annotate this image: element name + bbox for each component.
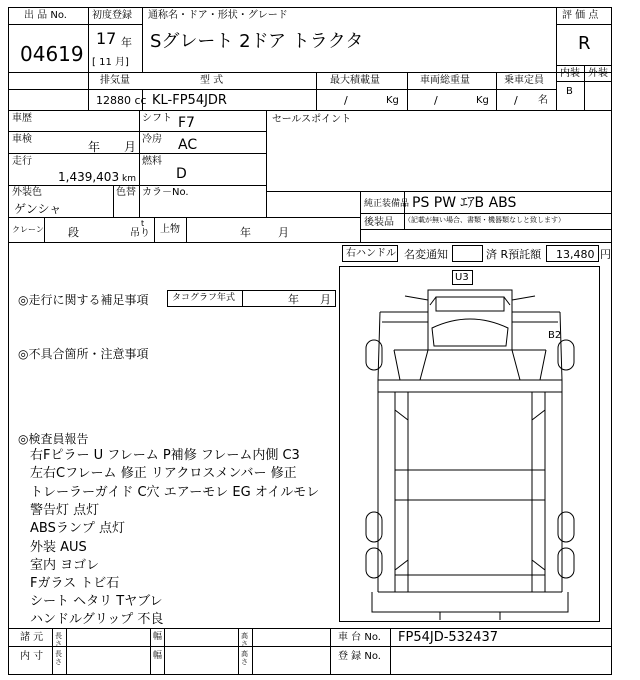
crane-hook: 吊り bbox=[130, 228, 150, 239]
remark-line: トレーラーガイド C穴 エアーモレ EG オイルモレ bbox=[30, 485, 320, 500]
crane-label: クレーン bbox=[12, 225, 44, 234]
color-change-label: 色替 bbox=[116, 187, 136, 198]
remark-line: 左右Cフレーム 修正 リアクロスメンバー 修正 bbox=[30, 466, 297, 481]
deposit-label: 済 R預託額 bbox=[486, 248, 542, 261]
history-label: 車歴 bbox=[12, 113, 32, 124]
first-reg-year-unit: 年 bbox=[121, 36, 132, 49]
exterior-color-label: 外装色 bbox=[12, 187, 42, 198]
max-load-value: / bbox=[344, 94, 348, 107]
sales-point-label: セールスポイント bbox=[272, 114, 352, 125]
capacity-label: 乗車定員 bbox=[504, 75, 544, 86]
remark-line: シート ヘタリ Tヤブレ bbox=[30, 594, 163, 609]
tachograph-month: 月 bbox=[320, 293, 331, 306]
fuel-label: 燃料 bbox=[142, 156, 162, 167]
grade-value: R bbox=[578, 33, 591, 54]
aftermarket-label: 後装品 bbox=[364, 217, 394, 228]
mileage-unit: km bbox=[122, 174, 136, 184]
steering-flag: 右ハンドル bbox=[346, 248, 396, 259]
truck-diagram bbox=[340, 267, 600, 622]
defects-label: ◎不具合箇所・注意事項 bbox=[18, 347, 149, 361]
max-load-label: 最大積載量 bbox=[330, 75, 380, 86]
equipment-value: PS PW ｴｱB ABS bbox=[412, 195, 517, 211]
gross-weight-value: / bbox=[434, 94, 438, 107]
remark-line: ハンドルグリップ 不良 bbox=[30, 612, 164, 627]
inspection-label: 車検 bbox=[12, 134, 32, 145]
exterior-color-value: ゲンシャ bbox=[14, 202, 62, 216]
name-change-flag: 名変通知 bbox=[404, 248, 448, 261]
interior-length-label: 長さ bbox=[55, 650, 62, 666]
interior-width-label: 幅 bbox=[153, 651, 163, 661]
capacity-unit: 名 bbox=[538, 95, 548, 106]
lot-number: 04619 bbox=[20, 42, 84, 66]
model-value: KL-FP54JDR bbox=[152, 93, 227, 108]
lot-label: 出 品 No. bbox=[24, 10, 67, 21]
first-reg-label: 初度登録 bbox=[92, 10, 132, 21]
top-month: 月 bbox=[278, 226, 289, 239]
crane-ton-unit: t bbox=[141, 219, 145, 228]
shift-value: F7 bbox=[178, 115, 195, 131]
remark-line: Fガラス トビ石 bbox=[30, 576, 120, 591]
interior-grade: B bbox=[566, 86, 573, 97]
inspection-year: 年 bbox=[88, 140, 101, 154]
capacity-value: / bbox=[514, 94, 518, 107]
crane-stage: 段 bbox=[68, 226, 79, 239]
fuel-value: D bbox=[176, 166, 187, 182]
exterior-label: 外装 bbox=[588, 68, 608, 79]
tachograph-label: タコグラフ年式 bbox=[172, 293, 236, 303]
gross-weight-unit: Kg bbox=[476, 95, 489, 106]
interior-dims-label: 内 寸 bbox=[20, 651, 44, 662]
remark-line: 警告灯 点灯 bbox=[30, 503, 100, 518]
top-label: 上物 bbox=[160, 224, 180, 235]
ac-value: AC bbox=[178, 137, 198, 153]
chassis-number: FP54JD-532437 bbox=[398, 630, 499, 645]
vehicle-name: Sグレート 2ドア トラクタ bbox=[150, 31, 364, 52]
top-year: 年 bbox=[240, 226, 251, 239]
inspection-month: 月 bbox=[124, 140, 137, 154]
inspector-report-label: ◎検査員報告 bbox=[18, 432, 89, 446]
damage-mark-u3: U3 bbox=[455, 272, 469, 283]
grade-label: 評 価 点 bbox=[562, 10, 599, 21]
damage-mark-b2: B2 bbox=[548, 330, 562, 341]
remark-line: 外装 AUS bbox=[30, 540, 87, 555]
deposit-value: 13,480 bbox=[556, 248, 595, 261]
color-code-label: カラ－No. bbox=[142, 187, 189, 198]
displacement-label: 排気量 bbox=[100, 75, 130, 86]
mileage-value: 1,439,403 bbox=[58, 170, 120, 184]
vehicle-name-label: 通称名・ドア・形状・グレード bbox=[148, 10, 288, 21]
interior-height-label: 高さ bbox=[241, 650, 248, 666]
height-label: 高さ bbox=[241, 632, 248, 648]
width-label: 幅 bbox=[153, 632, 163, 642]
gross-weight-label: 車両総重量 bbox=[420, 75, 470, 86]
tachograph-year: 年 bbox=[288, 293, 299, 306]
aftermarket-note: （記載が無い場合、書類・機器類なしと致します） bbox=[404, 216, 565, 224]
registration-label: 登 録 No. bbox=[338, 651, 381, 662]
equipment-label: 純正装備品 bbox=[364, 199, 410, 209]
chassis-label: 車 台 No. bbox=[338, 632, 381, 643]
remark-line: 室内 ヨゴレ bbox=[30, 558, 100, 573]
remark-line: 右Fピラー U フレーム P補修 フレーム内側 C3 bbox=[30, 448, 300, 463]
max-load-unit: Kg bbox=[386, 95, 399, 106]
shift-label: シフト bbox=[142, 113, 172, 124]
deposit-unit: 円 bbox=[600, 248, 611, 261]
length-label: 長さ bbox=[55, 632, 62, 648]
driving-notes-label: ◎走行に関する補足事項 bbox=[18, 293, 149, 307]
displacement-value: 12880 cc bbox=[96, 94, 147, 107]
remark-line: ABSランプ 点灯 bbox=[30, 521, 125, 536]
interior-label: 内装 bbox=[560, 68, 580, 79]
mileage-label: 走行 bbox=[12, 156, 32, 167]
first-reg-month: [ 11 月] bbox=[92, 57, 129, 68]
ac-label: 冷房 bbox=[142, 134, 162, 145]
dims-label: 諸 元 bbox=[20, 632, 44, 643]
model-label: 型 式 bbox=[200, 75, 224, 86]
first-reg-year: 17 bbox=[96, 29, 117, 48]
